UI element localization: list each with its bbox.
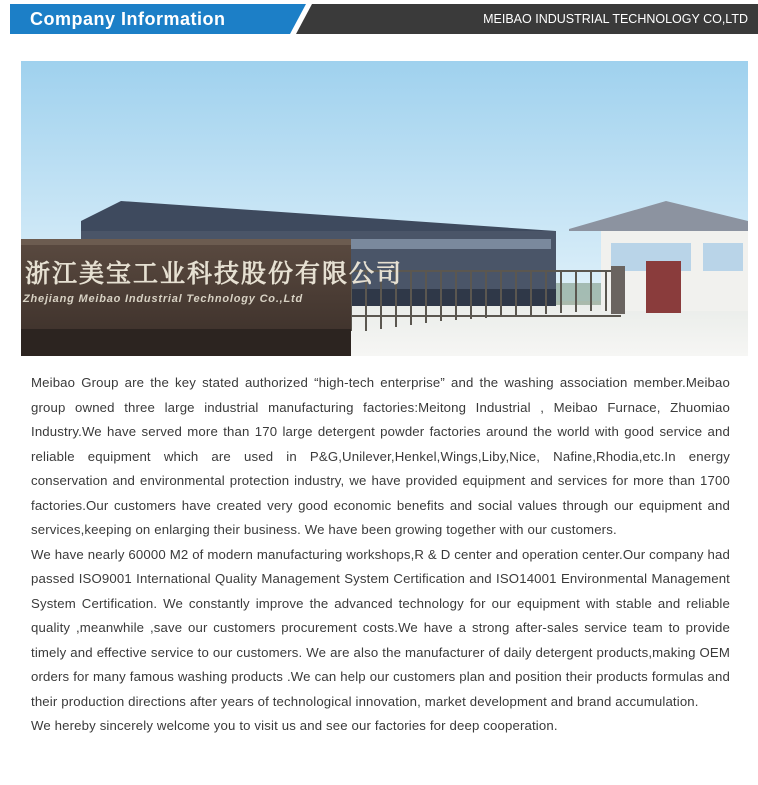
sign-english-text: Zhejiang Meibao Industrial Technology Co.,Ltd <box>23 293 304 305</box>
company-description <box>31 371 730 739</box>
paragraph: We have nearly 60000 M2 of modern manufacturing workshops,R & D center and operation center.Our company had passed ISO9001 International Quality Management System Certification and ISO14001 Environmental Management System Certification. We constantly improve the advanced technology for our equipment with stable and reliable quality ,meanwhile ,save our customers procurement costs.We have a strong after-sales service team to provide timely and effective service to our customers. We are also the manufacturer of daily detergent products,making OEM orders for many famous washing products .We can help our customers plan and position their products formulas and their production directions after years of technological innovation, market development and brand accumulation. <box>31 546 730 709</box>
section-title: Company Information <box>30 9 226 29</box>
factory-photo <box>21 61 748 356</box>
paragraph: Meibao Group are the key stated authorized “high-tech enterprise” and the washing association member.Meibao group owned three large industrial manufacturing factories:Meitong Industrial , Meibao Furnace, Zhuomiao Industry.We have served more than 170 large detergent powder factories around the world with good service and reliable equipment which are used in P&G,Unilever,Henkel,Wings,Liby,Nice, Nafine,Rhodia,etc.In energy conservation and environmental protection industry, we have provided equipment and services for more than 1700 factories.Our customers have created very good economic benefits and social values through our equipment and services,keeping on enlarging their business. We have been growing together with our customers. <box>31 375 730 537</box>
paragraph: We hereby sincerely welcome you to visit us and see our factories for deep cooperation. <box>31 718 558 733</box>
company-name: MEIBAO INDUSTRIAL TECHNOLOGY CO,LTD <box>483 12 748 26</box>
sign-chinese-text: 浙江美宝工业科技股份有限公司 <box>25 259 404 288</box>
